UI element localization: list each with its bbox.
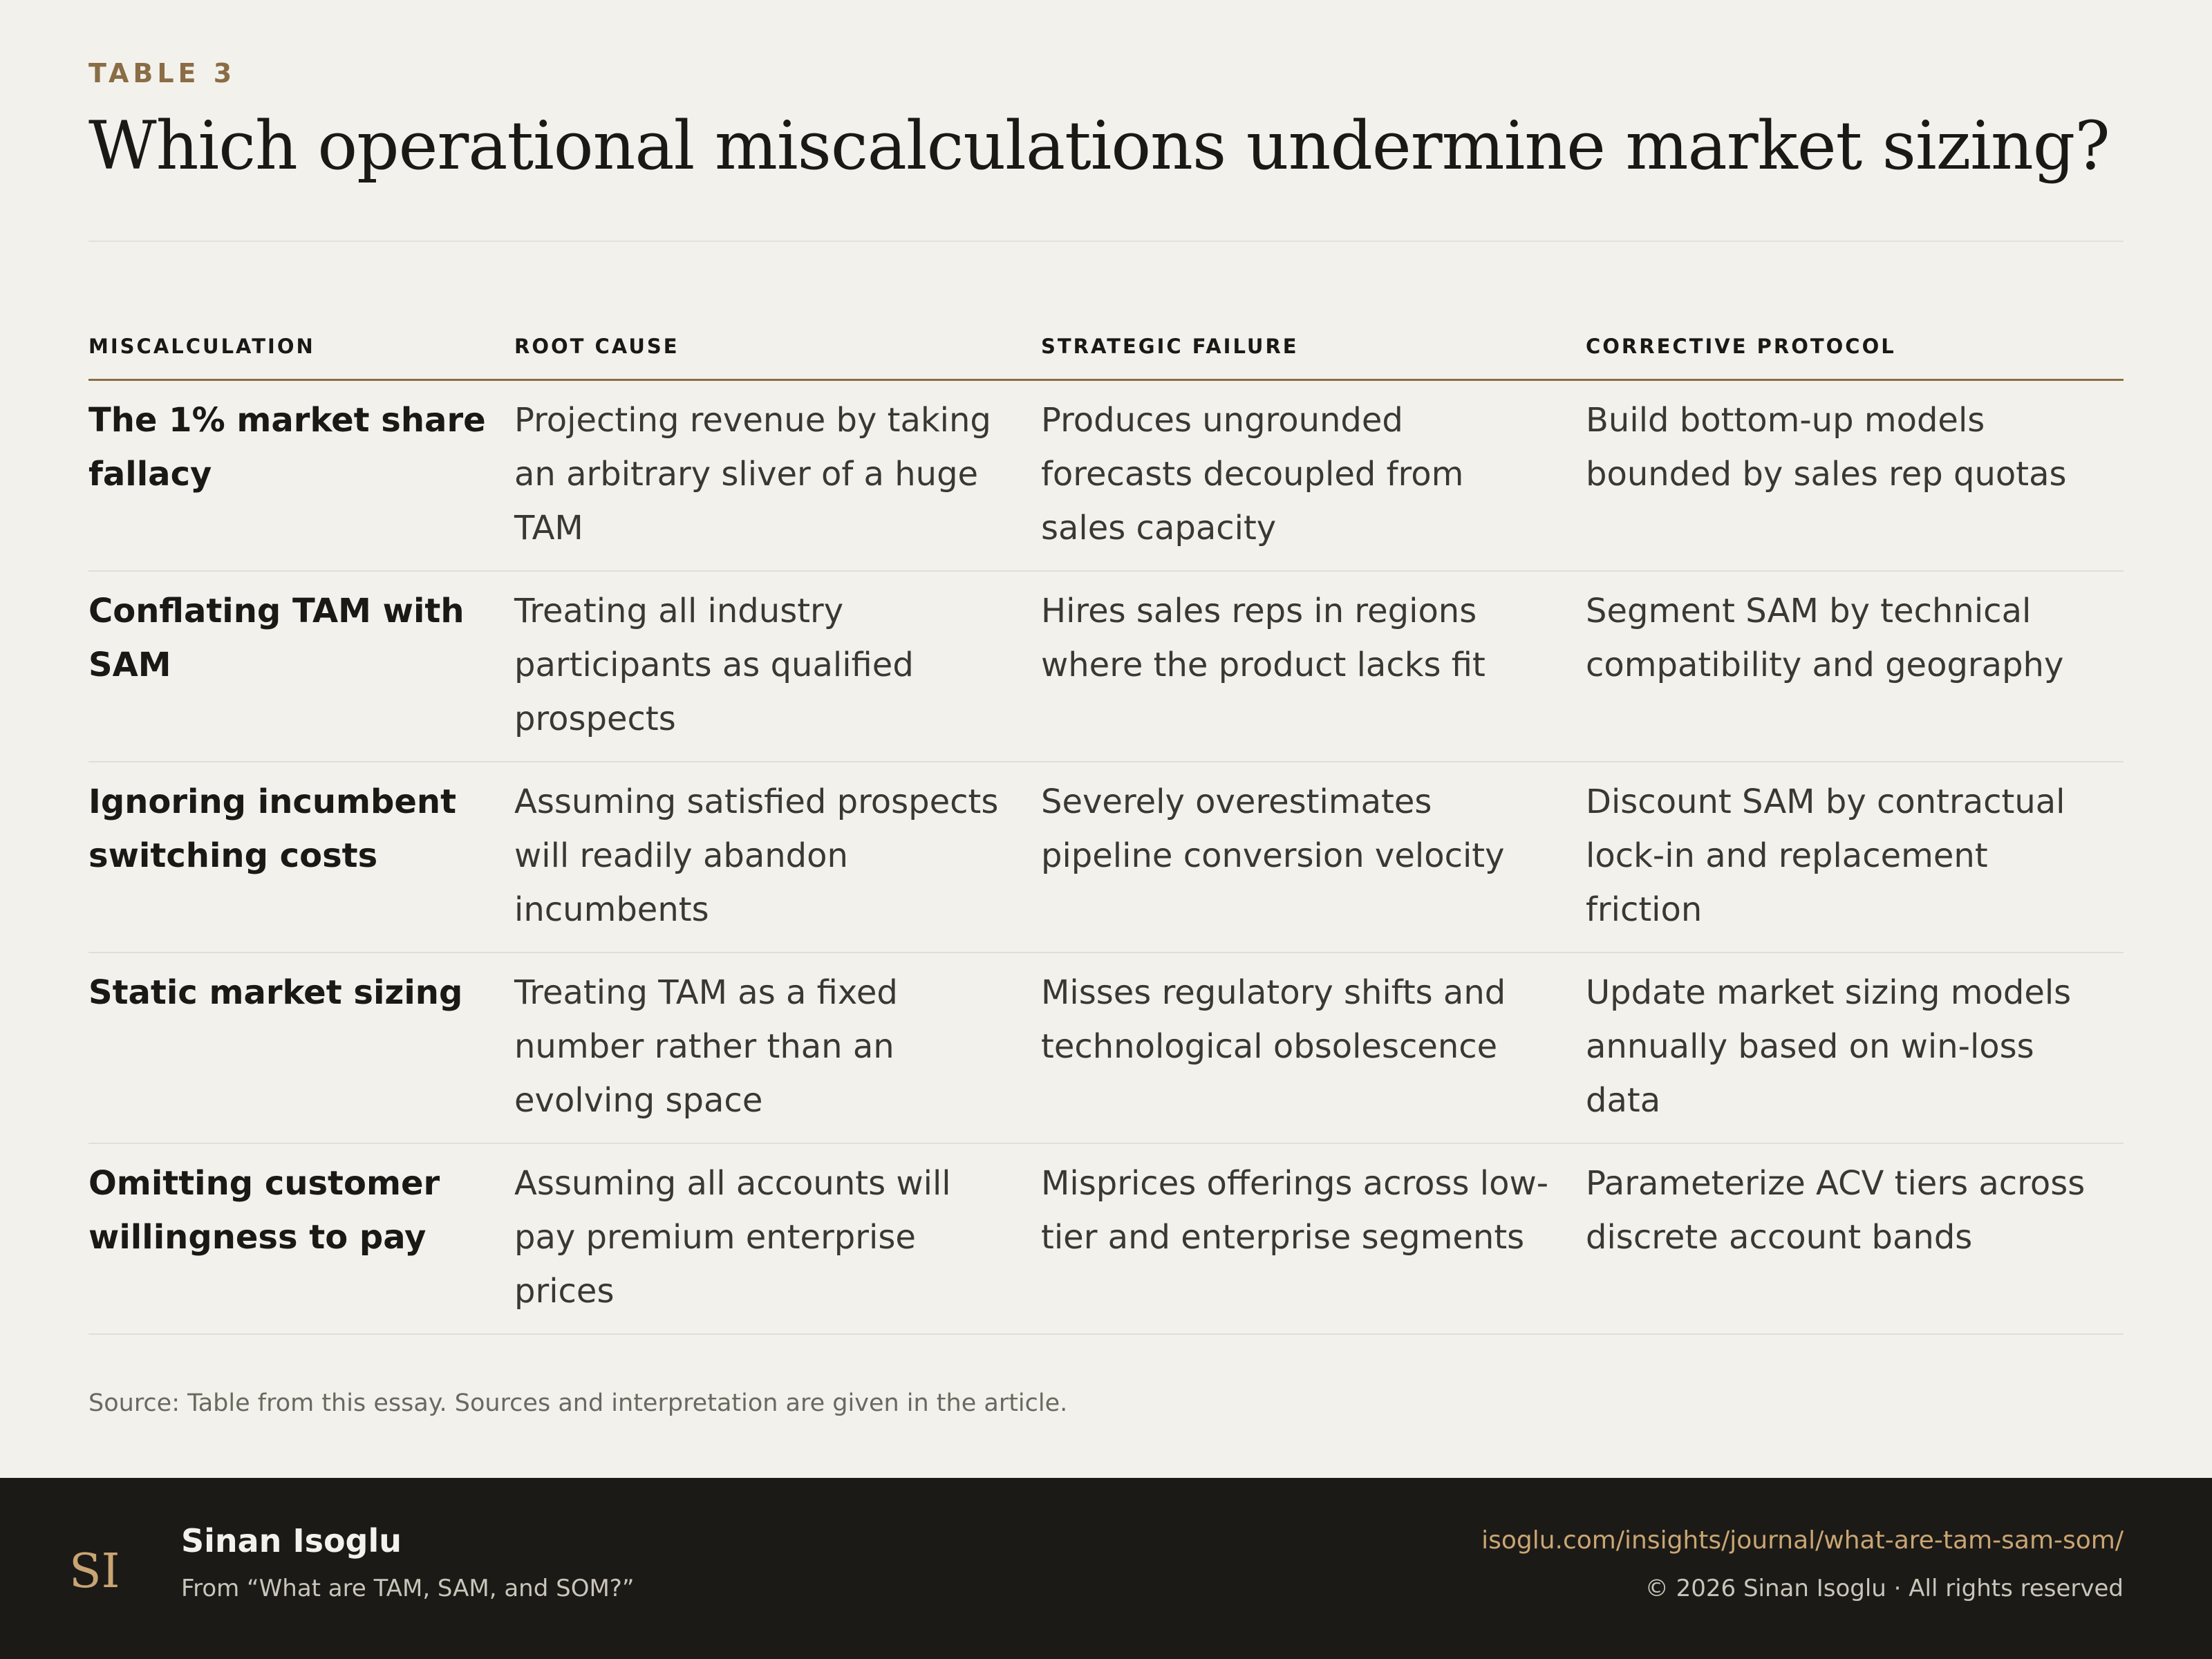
- table-row: [88, 380, 2124, 572]
- author-name: Sinan Isoglu: [181, 1522, 402, 1559]
- cell-corrective-protocol: Segment SAM by technical compatibility and geography: [1586, 571, 2124, 762]
- column-header-strategic-failure: STRATEGIC FAILURE: [1041, 325, 1586, 380]
- table-row: [88, 762, 2124, 953]
- cell-corrective-protocol: Build bottom-up models bounded by sales rep quotas: [1586, 380, 2124, 572]
- column-header-miscalculation: MISCALCULATION: [88, 325, 514, 380]
- cell-strategic-failure: Misprices offerings across low-tier and enterprise segments: [1041, 1143, 1586, 1334]
- cell-miscalculation: Ignoring incumbent switching costs: [88, 762, 514, 953]
- table-header-row: [88, 325, 2124, 380]
- cell-strategic-failure: Produces ungrounded forecasts decoupled from sales capacity: [1041, 380, 1586, 572]
- copyright: © 2026 Sinan Isoglu · All rights reserved: [1644, 1575, 2124, 1602]
- article-link[interactable]: isoglu.com/insights/journal/what-are-tam-sam-som/: [1481, 1526, 2124, 1555]
- table-eyebrow: TABLE 3: [88, 58, 236, 88]
- cell-strategic-failure: Misses regulatory shifts and technological obsolescence: [1041, 953, 1586, 1143]
- cell-strategic-failure: Hires sales reps in regions where the product lacks fit: [1041, 571, 1586, 762]
- cell-root-cause: Projecting revenue by taking an arbitrary sliver of a huge TAM: [514, 380, 1041, 572]
- column-header-root-cause: ROOT CAUSE: [514, 325, 1041, 380]
- miscalculations-table: [88, 325, 2124, 1335]
- cell-miscalculation: Omitting customer willingness to pay: [88, 1143, 514, 1334]
- title-divider: [88, 241, 2124, 242]
- page-title: Which operational miscalculations undermine market sizing?: [88, 107, 2110, 185]
- cell-corrective-protocol: Discount SAM by contractual lock-in and replacement friction: [1586, 762, 2124, 953]
- cell-miscalculation: The 1% market share fallacy: [88, 380, 514, 572]
- cell-miscalculation: Conflating TAM with SAM: [88, 571, 514, 762]
- footer: [0, 1478, 2212, 1659]
- table-row: [88, 1143, 2124, 1334]
- cell-root-cause: Assuming all accounts will pay premium enterprise prices: [514, 1143, 1041, 1334]
- source-article: From “What are TAM, SAM, and SOM?”: [181, 1575, 635, 1602]
- cell-root-cause: Assuming satisfied prospects will readily abandon incumbents: [514, 762, 1041, 953]
- monogram-logo: [66, 1539, 122, 1601]
- logo-text: SI: [69, 1544, 120, 1599]
- table-row: [88, 953, 2124, 1143]
- cell-corrective-protocol: Parameterize ACV tiers across discrete account bands: [1586, 1143, 2124, 1334]
- cell-strategic-failure: Severely overestimates pipeline conversion velocity: [1041, 762, 1586, 953]
- cell-miscalculation: Static market sizing: [88, 953, 514, 1143]
- column-header-corrective-protocol: CORRECTIVE PROTOCOL: [1586, 325, 2124, 380]
- table-row: [88, 571, 2124, 762]
- source-note: Source: Table from this essay. Sources and interpretation are given in the article.: [88, 1389, 1068, 1417]
- cell-root-cause: Treating TAM as a fixed number rather than an evolving space: [514, 953, 1041, 1143]
- cell-corrective-protocol: Update market sizing models annually based on win-loss data: [1586, 953, 2124, 1143]
- cell-root-cause: Treating all industry participants as qualified prospects: [514, 571, 1041, 762]
